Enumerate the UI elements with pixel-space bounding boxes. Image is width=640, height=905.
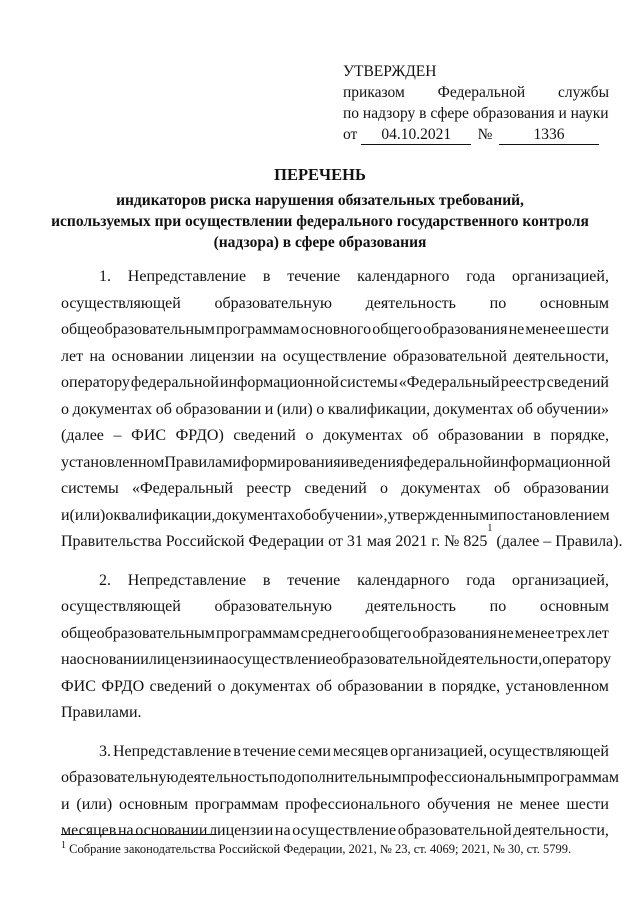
word: «Федеральный xyxy=(131,480,234,497)
word: Непредставление xyxy=(112,742,232,760)
word: лицензии xyxy=(209,822,274,839)
word: системы xyxy=(61,480,119,497)
word: 1. xyxy=(99,268,111,285)
word: об xyxy=(412,427,429,444)
word: образовательной xyxy=(392,347,507,365)
from-label: от xyxy=(343,126,358,143)
word: лет xyxy=(586,624,609,642)
text-line-last xyxy=(61,700,609,727)
paragraph-gap xyxy=(61,556,609,568)
footnote xyxy=(61,839,621,857)
word: (далее xyxy=(61,427,104,444)
word: (или) xyxy=(69,506,106,524)
word: о xyxy=(380,480,388,497)
last-line-tail: (далее – Правила). xyxy=(492,533,623,550)
word: образовательной xyxy=(397,822,512,839)
word: в xyxy=(262,571,271,589)
word: квалификации, xyxy=(113,506,216,524)
footnote-ref: 1 xyxy=(487,523,493,534)
word: об xyxy=(295,506,312,524)
text-line xyxy=(61,765,620,792)
word: образовательную xyxy=(214,294,332,312)
word: календарного xyxy=(357,268,450,285)
text-line xyxy=(61,264,609,291)
word: семи xyxy=(297,742,331,760)
word: основании xyxy=(135,822,208,839)
subtitle-line: индикаторов риска нарушения обязательных требований, xyxy=(116,192,524,209)
approval-line-3: по надзору в сфере образования и науки xyxy=(343,105,609,122)
word: информационной xyxy=(491,453,611,471)
word: на xyxy=(117,822,134,839)
word: месяцев xyxy=(61,822,117,839)
word: программам xyxy=(194,795,279,813)
word: общего xyxy=(372,321,422,338)
word: Правилами xyxy=(164,453,241,471)
word: образовании xyxy=(438,427,524,444)
word: основным xyxy=(539,294,609,312)
word: лицензии xyxy=(148,651,214,668)
word: на xyxy=(213,651,229,668)
word: ФРДО) xyxy=(175,427,224,444)
word: Непредставление xyxy=(127,571,247,589)
word: осуществление xyxy=(292,822,397,839)
word: организацией, xyxy=(511,268,609,285)
word: деятельность xyxy=(365,294,456,312)
word: о xyxy=(316,400,325,418)
word: сведений xyxy=(546,374,609,391)
word: по xyxy=(489,598,507,615)
word: постановлением xyxy=(497,506,610,524)
word: порядке, xyxy=(550,427,609,444)
word: о xyxy=(305,427,314,444)
word: об xyxy=(155,400,172,418)
word: утвержденными xyxy=(387,506,498,524)
word: сведений xyxy=(233,427,296,444)
word: программам xyxy=(535,769,620,786)
word: (или) xyxy=(76,795,113,813)
word: осуществляющей xyxy=(61,598,181,615)
word: деятельности, xyxy=(513,822,609,839)
word: основании xyxy=(111,347,184,365)
word: года xyxy=(466,571,496,589)
word: профессиональным xyxy=(401,769,536,786)
word: шести xyxy=(566,795,609,813)
word: образовании xyxy=(337,677,424,695)
word: образовании xyxy=(175,400,262,418)
subtitle-line: (надзора) в сфере образования xyxy=(213,234,427,251)
word: федеральной xyxy=(403,453,492,471)
word: ФИС xyxy=(61,677,96,695)
word: осуществление xyxy=(228,651,333,668)
text-line xyxy=(61,674,609,701)
word: федеральной xyxy=(130,374,219,391)
word: ведения xyxy=(349,453,404,471)
word: течение xyxy=(287,268,341,285)
text-line xyxy=(61,476,609,503)
word: на xyxy=(61,651,77,668)
word: информационной xyxy=(219,374,340,391)
approval-word: службы xyxy=(558,84,609,101)
word: среднего xyxy=(300,624,361,642)
word: образовательную xyxy=(61,769,179,786)
text-line xyxy=(61,503,609,530)
word: в xyxy=(428,677,437,695)
text-line xyxy=(61,818,609,845)
word: ФИС xyxy=(131,427,167,444)
footnote-mark: 1 xyxy=(61,839,66,851)
word: образовательную xyxy=(214,598,332,615)
word: деятельности, xyxy=(446,651,543,668)
text-line xyxy=(61,647,612,674)
word: и xyxy=(61,506,70,524)
word: образования xyxy=(412,624,497,642)
text-line xyxy=(61,568,609,595)
word: обучении», xyxy=(311,506,388,524)
word: документах xyxy=(323,427,403,444)
document-body xyxy=(61,264,623,845)
word: течение xyxy=(287,571,341,589)
word: образовании xyxy=(523,480,609,497)
word: осуществляющей xyxy=(489,742,609,760)
word: обучения xyxy=(427,795,491,813)
approval-date-line xyxy=(343,124,609,145)
word: образовательной xyxy=(332,651,447,668)
word: менее xyxy=(514,624,555,642)
word: установленном xyxy=(505,677,609,695)
word: осуществляющей xyxy=(61,294,181,312)
number-sign: № xyxy=(477,126,493,143)
text-line xyxy=(61,739,609,766)
word: реестр xyxy=(246,480,292,497)
word: формирования xyxy=(240,453,341,471)
word: в xyxy=(233,742,241,760)
text-line xyxy=(61,792,609,819)
word: установленном xyxy=(61,453,165,471)
word: основным xyxy=(118,795,189,813)
word: порядке, xyxy=(441,677,501,695)
word: – xyxy=(113,427,122,444)
word: не xyxy=(497,624,514,642)
word: по xyxy=(489,294,507,312)
text-line xyxy=(61,317,609,344)
word: в xyxy=(262,268,271,285)
word: лет xyxy=(61,347,84,365)
word: дополнительным xyxy=(285,769,402,786)
text-line xyxy=(61,397,609,424)
word: сведений xyxy=(149,677,212,695)
word: течение xyxy=(242,742,296,760)
word: программам xyxy=(216,321,300,338)
word: общеобразовательным xyxy=(61,624,215,642)
word: образования xyxy=(423,321,508,338)
approval-word: Федеральной xyxy=(437,84,526,101)
word: организацией, xyxy=(511,571,609,589)
word: на xyxy=(260,347,277,365)
word: квалификации, xyxy=(327,400,431,418)
subtitle-line: используемых при осуществлении федерального государственного контроля xyxy=(51,213,589,230)
order-number: 1336 xyxy=(499,126,599,145)
word: ФРДО xyxy=(101,677,145,695)
footnote-text: Собрание законодательства Российской Федерации, 2021, № 23, ст. 4069; 2021, № 30, ст. 5799. xyxy=(66,842,572,856)
word: 2. xyxy=(99,571,111,589)
text-line xyxy=(61,450,609,477)
word: программам xyxy=(215,624,300,642)
word: и xyxy=(340,453,350,471)
word: о xyxy=(217,677,226,695)
word: общеобразовательным xyxy=(61,321,215,338)
word: организацией, xyxy=(390,742,488,760)
word: деятельности, xyxy=(513,347,609,365)
word: системы xyxy=(340,374,398,391)
word: основным xyxy=(539,598,609,615)
word: документах xyxy=(230,677,311,695)
word: документах xyxy=(72,400,153,418)
text-line-last xyxy=(61,523,623,556)
word: 3. xyxy=(99,742,111,760)
word: лицензии xyxy=(190,347,255,365)
word: в xyxy=(533,427,541,444)
word: основании xyxy=(76,651,149,668)
text-line xyxy=(61,370,609,397)
order-date: 04.10.2021 xyxy=(361,126,471,145)
word: и xyxy=(61,795,70,813)
text-line xyxy=(61,423,609,450)
text-line xyxy=(61,291,609,318)
word: на xyxy=(274,822,291,839)
word: менее xyxy=(525,321,566,338)
word: основного xyxy=(300,321,372,338)
text-line xyxy=(61,344,609,371)
word: шести xyxy=(566,321,609,338)
approval-word: приказом xyxy=(343,84,405,101)
text-line xyxy=(61,594,609,621)
paragraph-gap xyxy=(61,727,609,739)
text-line xyxy=(61,621,609,648)
word: по xyxy=(268,769,286,786)
word: не xyxy=(497,795,513,813)
word: обучении» xyxy=(536,400,609,418)
word: реестр xyxy=(500,374,546,391)
word: Непредставление xyxy=(127,268,247,285)
approval-line-2 xyxy=(343,82,609,103)
word: документах xyxy=(433,400,514,418)
word: оператору xyxy=(542,651,612,668)
document-subtitle xyxy=(0,190,640,253)
approval-heading: УТВЕРЖДЕН xyxy=(343,63,437,80)
word: общего xyxy=(361,624,412,642)
last-line-text: Правилами. xyxy=(61,704,142,721)
word: об xyxy=(493,480,511,497)
footnote-rule xyxy=(61,834,217,835)
document-title: ПЕРЕЧЕНЬ xyxy=(274,165,366,184)
word: осуществление xyxy=(282,347,387,365)
word: профессионального xyxy=(285,795,421,813)
word: трех xyxy=(555,624,586,642)
word: календарного xyxy=(357,571,450,589)
word: деятельность xyxy=(365,598,456,615)
word: на xyxy=(89,347,106,365)
last-line-text: Правительства Российской Федерации от 31 мая 2021 г. № 825 xyxy=(61,533,488,550)
word: месяцев xyxy=(332,742,389,760)
word: документах xyxy=(401,480,481,497)
word: об xyxy=(516,400,533,418)
word: сведений xyxy=(304,480,367,497)
word: и xyxy=(264,400,274,418)
word: деятельность xyxy=(178,769,269,786)
word: «Федеральный xyxy=(398,374,500,391)
word: о xyxy=(61,400,69,418)
word: (или) xyxy=(276,400,313,418)
word: не xyxy=(508,321,525,338)
approval-block xyxy=(343,61,609,145)
word: года xyxy=(466,268,496,285)
word: об xyxy=(315,677,333,695)
word: менее xyxy=(519,795,560,813)
word: о xyxy=(105,506,114,524)
word: документах xyxy=(215,506,296,524)
word: оператору xyxy=(61,374,130,391)
